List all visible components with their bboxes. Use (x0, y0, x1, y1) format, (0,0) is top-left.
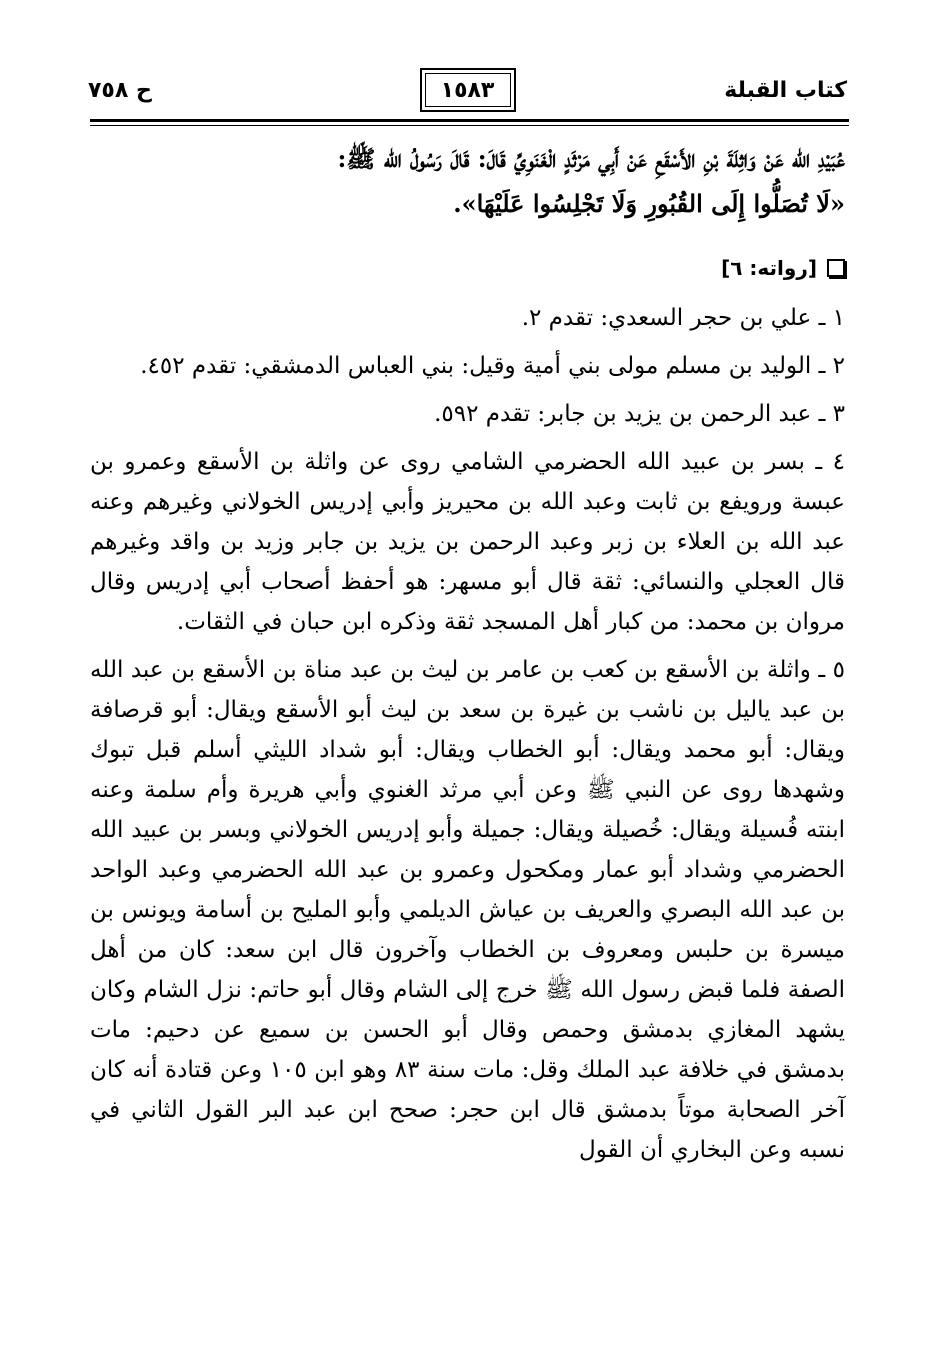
narrator-item-4: ٤ ـ بسر بن عبيد الله الحضرمي الشامي روى عن واثلة بن الأسقع وعمرو بن عبسة ورويفع بن ثابت وعبد الله بن محيريز وأبي إدريس الخولاني وغيرهم وعنه عبد الله بن العلاء بن زبر وعبد الرحمن بن يزيد بن جابر وزيد بن واقد وغيرهم قال العجلي والنسائي: ثقة قال أبو مسهر: هو أحفظ أصحاب أبي إدريس وقال مروان بن محمد: من كبار أهل المسجد ثقة وذكره ابن حبان في الثقات. (90, 449, 845, 635)
header-rule-thin (90, 125, 849, 126)
page-header (88, 62, 847, 118)
square-bullet-icon (827, 259, 845, 277)
narrators-heading-label: [رواته: ٦] (721, 256, 817, 280)
hadith-text (90, 136, 845, 226)
narrator-item-1: ١ ـ علي بن حجر السعدي: تقدم ٢. (521, 305, 845, 331)
book-title: كتاب القبلة (724, 78, 847, 103)
hadith-reference: ح ٧٥٨ (88, 78, 152, 103)
hadith-line-2: «لَا تُصَلُّوا إِلَى القُبُورِ وَلَا تَجْلِسُوا عَلَيْهَا». (453, 189, 845, 218)
narrators-heading (90, 248, 845, 288)
narrator-item-2: ٢ ـ الوليد بن مسلم مولى بني أمية وقيل: بني العباس الدمشقي: تقدم ٤٥٢. (140, 353, 845, 379)
hadith-line-1: عُبَيْدِ الله عَنْ وَاثِلَةَ بْنِ الأَسْقَعِ عَنْ أَبِي مَرْثَدٍ الْغَنَوِيِّ قَالَ: قَالَ رَسُولُ الله ﷺ: (337, 144, 845, 173)
header-rule (90, 119, 849, 122)
narrator-item-3: ٣ ـ عبد الرحمن بن يزيد بن جابر: تقدم ٥٩٢. (434, 401, 845, 427)
page-number: ١٥٨٣ (420, 68, 516, 112)
page-body (90, 136, 845, 1178)
narrator-item-5: ٥ ـ واثلة بن الأسقع بن كعب بن عامر بن ليث بن عبد مناة بن الأسقع بن عبد الله بن عبد ياليل بن ناشب بن غيرة بن سعد بن ليث أبو الأسقع ويقال: أبو قرصافة ويقال: أبو محمد ويقال: أبو الخطاب ويقال: أبو شداد الليثي أسلم قبل تبوك وشهدها روى عن النبي ﷺ وعن أبي مرثد الغنوي وأبي هريرة وأم سلمة وعنه ابنته فُسيلة ويقال: خُصيلة ويقال: جميلة وأبو إدريس الخولاني وبسر بن عبيد الله الحضرمي وشداد أبو عمار ومكحول وعمرو بن عبد الله الحضرمي وعبد الواحد بن عبد الله البصري والعريف بن عياش الديلمي وأبو المليح بن أسامة ويونس بن ميسرة بن حلبس ومعروف بن الخطاب وآخرون قال ابن سعد: كان من أهل الصفة فلما قبض رسول الله ﷺ خرج إلى الشام وقال أبو حاتم: نزل الشام وكان يشهد المغازي بدمشق وحمص وقال أبو الحسن بن سميع عن دحيم: مات بدمشق في خلافة عبد الملك وقل: مات سنة ٨٣ وهو ابن ١٠٥ وعن قتادة أنه كان آخر الصحابة موتاً بدمشق قال ابن حجر: صحح ابن عبد البر القول الثاني في نسبه وعن البخاري أن القول (90, 657, 845, 1163)
